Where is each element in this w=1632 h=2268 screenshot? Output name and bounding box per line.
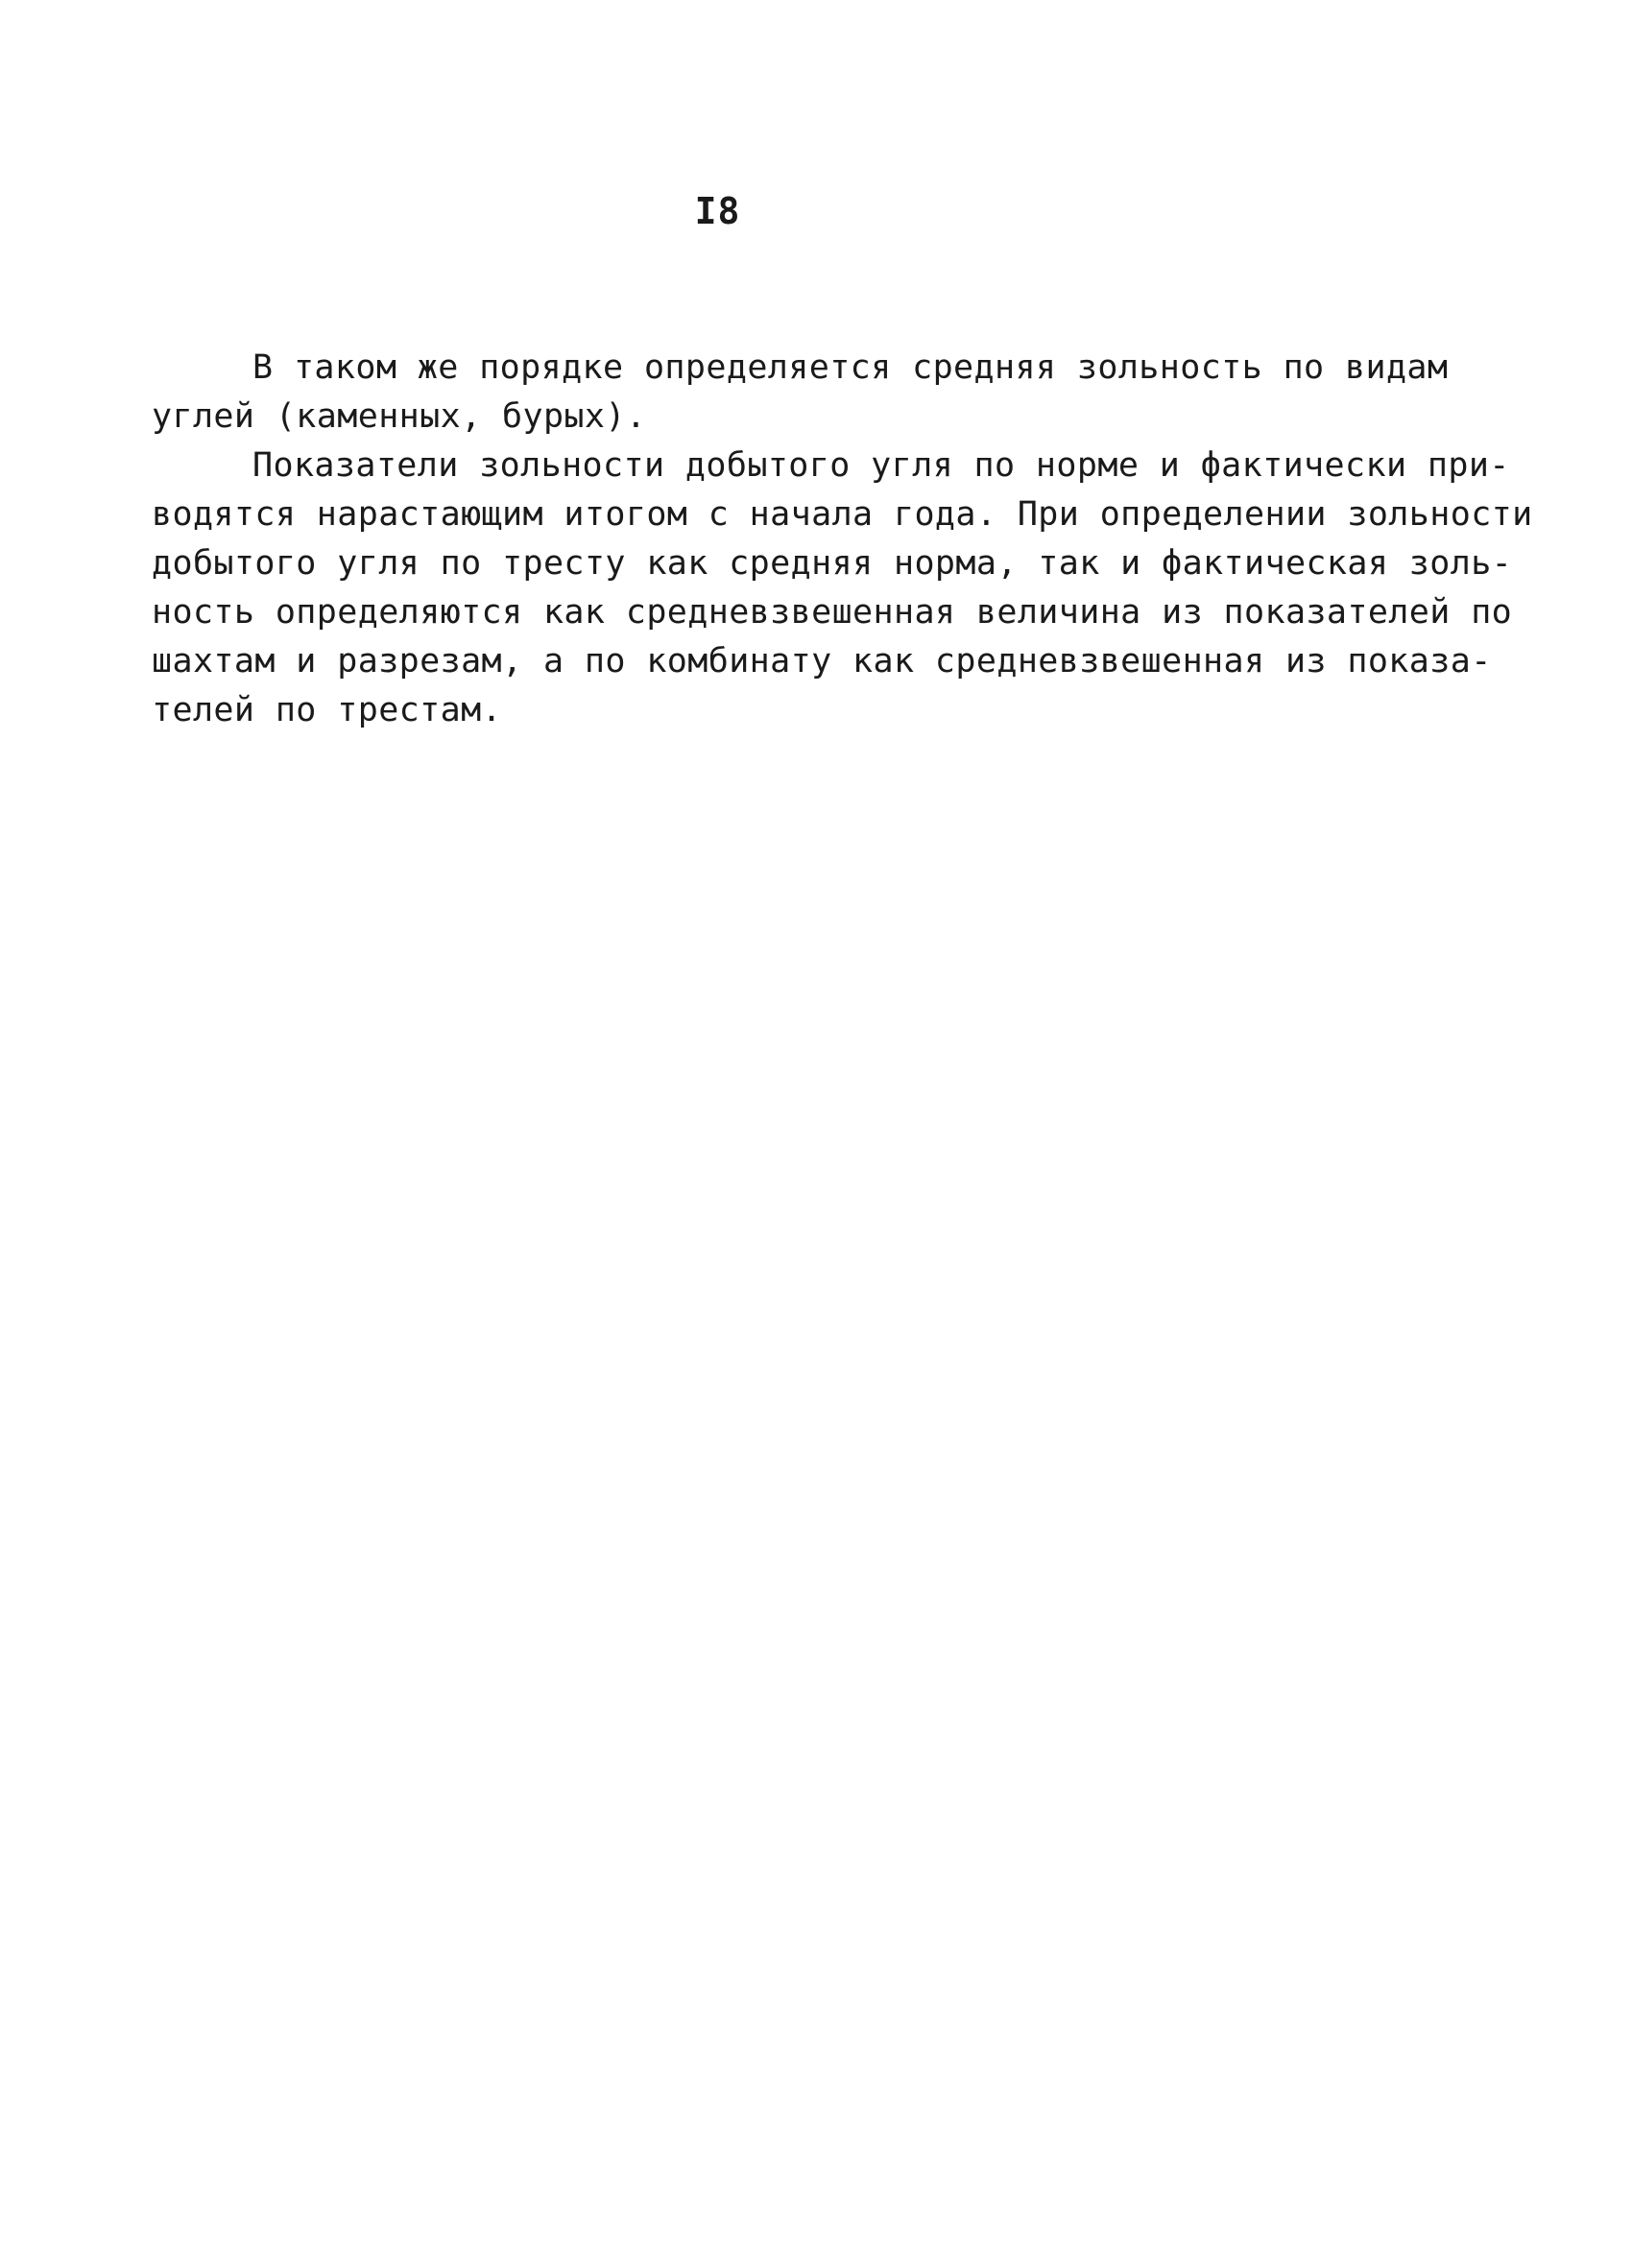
text-line: водятся нарастающим итогом с начала года. При определении зольности: [152, 495, 1533, 534]
page-number: I8: [694, 190, 741, 232]
paragraph-2: [152, 442, 1533, 735]
body-text: [152, 344, 1533, 735]
text-line: В таком же порядке определяется средняя зольность по видам: [252, 348, 1449, 387]
text-line: Показатели зольности добытого угля по норме и фактически при-: [252, 446, 1510, 485]
paragraph-1: [152, 344, 1496, 442]
text-line: ность определяются как средневзвешенная величина из показателей по: [152, 593, 1513, 632]
text-line: углей (каменных, бурых).: [152, 397, 647, 436]
text-line: телей по трестам.: [152, 691, 503, 729]
text-line: добытого угля по тресту как средняя норма, так и фактическая золь-: [152, 544, 1513, 583]
text-line: шахтам и разрезам, а по комбинату как средневзвешенная из показа-: [152, 642, 1492, 680]
